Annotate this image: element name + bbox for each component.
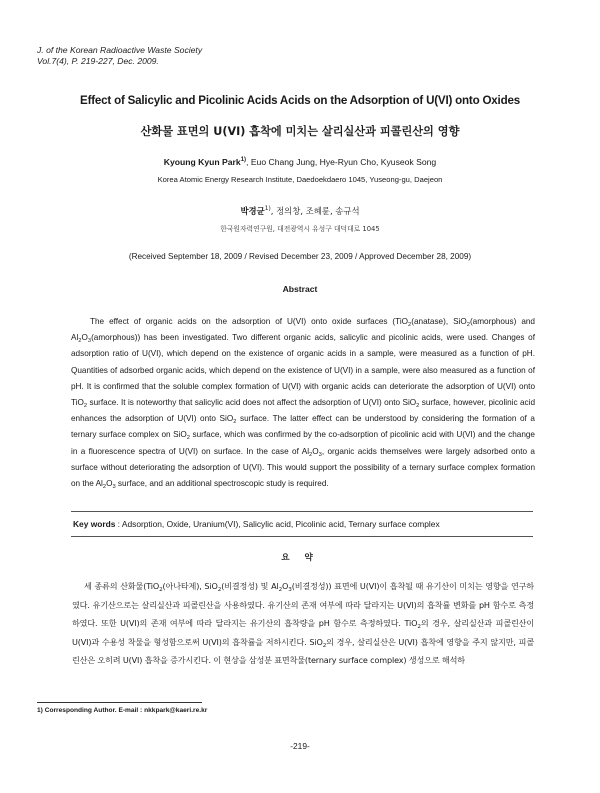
abstract-text: The effect of organic acids on the adsorption of U(VI) onto oxide surfaces (TiO$_2$(anatase), SiO$_2$(amorphous) and $Al_2O_3(amorphous)$) has been investigated. Two different organic acids, salicylic and picolinic acids, were used. Changes of adsorption ratio of U(VI), which depend on the existence of organic acids in a sample, were measured as a function of pH. Quantities of adsorbed organic acids, which depend on the existence of U(VI) in a sample, were also measured as a function of pH. It is confirmed that the soluble complex formation of U(VI) with organic acids can deteriorate the adsorption of U(VI) onto TiO$_2$ surface. It is noteworthy that salicylic acid does not affect the adsorption of U(VI) onto SiO$_2$ surface, however, picolinic acid enhances the adsorption of U(VI) onto SiO$_2$ surface. The latter effect can be understood by considering the formation of a ternary surface complex on SiO$_2$ surface, which was confirmed by the co-adsorption of picolinic acid with U(VI) and the change in a fluorescence spectra of U(VI) on surface. In the case of $Al_2O_3$, organic acids themselves were largely adsorbed onto a surface without deteriorating the adsorption of U(VI). This would support the possibility of a ternary surface complex formation on the $Al_2O_3$ surface, and an additional spectroscopic study is required.	[71, 317, 535, 491]
co-authors-ko: , 정의창, 조혜륜, 송규석	[270, 206, 360, 216]
co-authors: , Euo Chang Jung, Hye-Ryun Cho, Kyuseok Song	[246, 157, 437, 167]
keywords: Key words : Adsorption, Oxide, Uranium(VI), Salicylic acid, Picolinic acid, Ternary surface complex	[73, 519, 440, 529]
title-english: Effect of Salicylic and Picolinic Acids Acids on the Adsorption of U(VI) onto Oxides	[80, 94, 520, 107]
keywords-bottom-rule	[71, 536, 533, 537]
journal-name: J. of the Korean Radioactive Waste Society	[37, 45, 203, 55]
journal-volume: Vol.7(4), P. 219-227, Dec. 2009.	[37, 56, 159, 66]
keywords-label: Key words	[73, 519, 116, 529]
korean-abstract-text: 세 종류의 산화물(TiO$_2$(아나타제), SiO$_2$(비결정성) 및 $Al_2O_3$(비결정성)) 표면에 U(VI)이 흡착될 때 유기산이 미치는 영향을 연구하였다. 유기산으로는 살리실산과 피콜린산을 사용하였다. 유기산의 존재 여부에 따라 달라지는 U(VI)의 흡착률 변화를 pH 함수로 측정하였다. 또한 U(VI)의 존재 여부에 따라 달라지는 유기산의 흡착량을 pH 함수로 측정하였다. TiO$_2$의 경우, 살리실산과 피콜린산이 U(VI)과 수용성 착물을 형성함으로써 U(VI)의 흡착률을 저하시킨다. SiO$_2$의 경우, 살리실산은 U(VI) 흡착에 영향을 주지 않지만, 피콜린산은 오히려 U(VI) 흡착을 증가시킨다. 이 현상을 삼성분 표면착물(ternary surface complex) 생성으로 해석하	[72, 581, 535, 666]
affiliation-english: Korea Atomic Energy Research Institute, Daedoekdaero 1045, Yuseong-gu, Daejeon	[157, 175, 443, 184]
keywords-top-rule	[71, 511, 533, 512]
footnote-rule	[37, 702, 202, 703]
page-number: -219-	[290, 741, 310, 751]
keywords-list: Adsorption, Oxide, Uranium(VI), Salicylic acid, Picolinic acid, Ternary surface complex	[121, 519, 440, 529]
journal-citation	[37, 45, 202, 67]
abstract-heading: Abstract	[282, 284, 318, 294]
title-korean: 산화물 표면의 U(VI) 흡착에 미치는 살리실산과 피콜린산의 영향	[140, 125, 460, 138]
lead-author-mark: 1)	[240, 157, 247, 164]
lead-author-ko-mark: 1)	[264, 206, 271, 213]
lead-author-ko: 박경균	[240, 206, 265, 216]
lead-author: Kyoung Kyun Park	[163, 157, 241, 167]
korean-abstract-heading: 요 약	[281, 553, 319, 563]
authors-korean	[0, 205, 600, 217]
corresponding-author-footnote: 1) Corresponding Author. E-mail : nkkpark@kaeri.re.kr	[37, 707, 208, 714]
authors-english	[0, 157, 600, 167]
affiliation-korean: 한국원자력연구원, 대전광역시 유성구 대덕대로 1045	[220, 225, 380, 233]
received-dates: (Received September 18, 2009 / Revised December 23, 2009 / Approved December 28, 2009)	[128, 252, 472, 261]
